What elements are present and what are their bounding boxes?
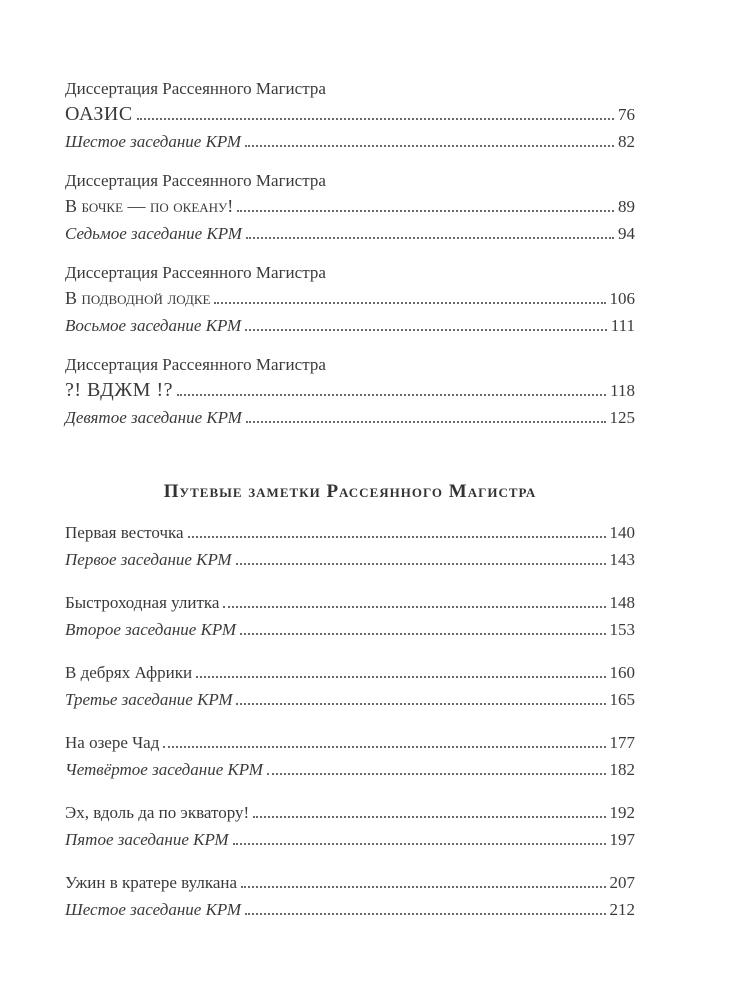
toc-entry[interactable]: [65, 127, 635, 154]
dot-leader: [253, 798, 605, 818]
entry-title: Четвёртое заседание КРМ: [65, 760, 263, 779]
entry-title: Седьмое заседание КРМ: [65, 224, 242, 243]
entry-page-number: 182: [609, 760, 635, 779]
dot-leader: [233, 825, 606, 845]
dot-leader: [237, 192, 614, 212]
toc-group: [65, 658, 635, 712]
entry-page-number: 111: [610, 316, 635, 335]
dot-leader: [223, 588, 605, 608]
entry-page-number: 177: [609, 733, 635, 752]
dot-leader: [163, 728, 605, 748]
toc-part-travel-notes: [65, 480, 635, 922]
toc-part-dissertations: [65, 78, 635, 430]
dot-leader: [240, 615, 606, 635]
dot-leader: [236, 685, 605, 705]
toc-entry[interactable]: [65, 615, 635, 642]
toc-entry[interactable]: [65, 545, 635, 572]
entry-page-number: 165: [609, 690, 635, 709]
toc-entry[interactable]: [65, 518, 635, 545]
entry-page-number: 143: [609, 550, 635, 569]
entry-title: Быстроходная улитка: [65, 593, 220, 612]
entry-title: В дебрях Африки: [65, 663, 193, 682]
entry-page-number: 153: [609, 620, 635, 639]
entry-page-number: 197: [609, 830, 635, 849]
dot-leader: [245, 311, 607, 331]
entry-page-number: 118: [610, 381, 635, 400]
entry-title: Первая весточка: [65, 523, 184, 542]
toc-entry[interactable]: [65, 895, 635, 922]
toc-entry[interactable]: [65, 755, 635, 782]
toc-entry[interactable]: [65, 219, 635, 246]
toc-entry[interactable]: [65, 825, 635, 852]
entry-page-number: 94: [618, 224, 635, 243]
toc-group: [65, 588, 635, 642]
entry-page-number: 160: [609, 663, 635, 682]
toc-group: [65, 354, 635, 430]
entry-page-number: 106: [609, 289, 635, 308]
group-label: Диссертация Рассеянного Магистра: [65, 171, 326, 190]
entry-page-number: 140: [609, 523, 635, 542]
dot-leader: [196, 658, 605, 678]
entry-title: Ужин в кратере вулкана: [65, 873, 238, 892]
entry-title: На озере Чад: [65, 733, 160, 752]
toc-entry[interactable]: [65, 798, 635, 825]
entry-title: Второе заседание КРМ: [65, 620, 236, 639]
dot-leader: [188, 518, 606, 538]
entry-page-number: 76: [618, 105, 635, 124]
entry-title: Девятое заседание КРМ: [65, 408, 242, 427]
entry-page-number: 148: [609, 593, 635, 612]
dot-leader: [177, 376, 606, 396]
entry-title: Восьмое заседание КРМ: [65, 316, 242, 335]
toc-entry[interactable]: [65, 588, 635, 615]
toc-group: [65, 262, 635, 338]
group-label: Диссертация Рассеянного Магистра: [65, 263, 326, 282]
section-heading: Путевые заметки Рассеянного Магистра: [163, 481, 537, 502]
toc-entry[interactable]: [65, 284, 635, 311]
entry-title: Шестое заседание КРМ: [65, 900, 241, 919]
entry-page-number: 82: [618, 132, 635, 151]
entry-title: Шестое заседание КРМ: [65, 132, 241, 151]
toc-group: [65, 170, 635, 246]
entry-title: В подводной лодке: [65, 288, 211, 308]
entry-title: Третье заседание КРМ: [65, 690, 233, 709]
entry-title: Эх, вдоль да по экватору!: [65, 803, 250, 822]
group-label: Диссертация Рассеянного Магистра: [65, 355, 326, 374]
dot-leader: [267, 755, 606, 775]
toc-entry[interactable]: [65, 658, 635, 685]
entry-page-number: 125: [609, 408, 635, 427]
toc-entry[interactable]: [65, 100, 635, 127]
dot-leader: [236, 545, 606, 565]
entry-page-number: 207: [609, 873, 635, 892]
dot-leader: [245, 895, 606, 915]
toc-entry[interactable]: [65, 728, 635, 755]
entry-page-number: 192: [609, 803, 635, 822]
entry-title: Первое заседание КРМ: [65, 550, 232, 569]
dot-leader: [246, 219, 614, 239]
toc-entry[interactable]: [65, 403, 635, 430]
entry-page-number: 89: [618, 197, 635, 216]
toc-group: [65, 728, 635, 782]
entry-page-number: 212: [609, 900, 635, 919]
toc-entry[interactable]: [65, 311, 635, 338]
toc-entry[interactable]: [65, 685, 635, 712]
dot-leader: [246, 403, 606, 423]
dot-leader: [245, 127, 614, 147]
toc-entry[interactable]: [65, 192, 635, 219]
entry-title: ?! ВДЖМ !?: [65, 379, 173, 401]
entry-title: В бочке — по океану!: [65, 196, 234, 216]
toc-group: [65, 78, 635, 154]
entry-title: Пятое заседание КРМ: [65, 830, 229, 849]
toc-group: [65, 798, 635, 852]
toc-entry[interactable]: [65, 868, 635, 895]
toc-group: [65, 518, 635, 572]
dot-leader: [137, 100, 614, 120]
toc-group: [65, 868, 635, 922]
dot-leader: [214, 284, 605, 304]
group-label: Диссертация Рассеянного Магистра: [65, 79, 326, 98]
toc-entry[interactable]: [65, 376, 635, 403]
dot-leader: [241, 868, 605, 888]
entry-title: ОАЗИС: [65, 103, 133, 125]
